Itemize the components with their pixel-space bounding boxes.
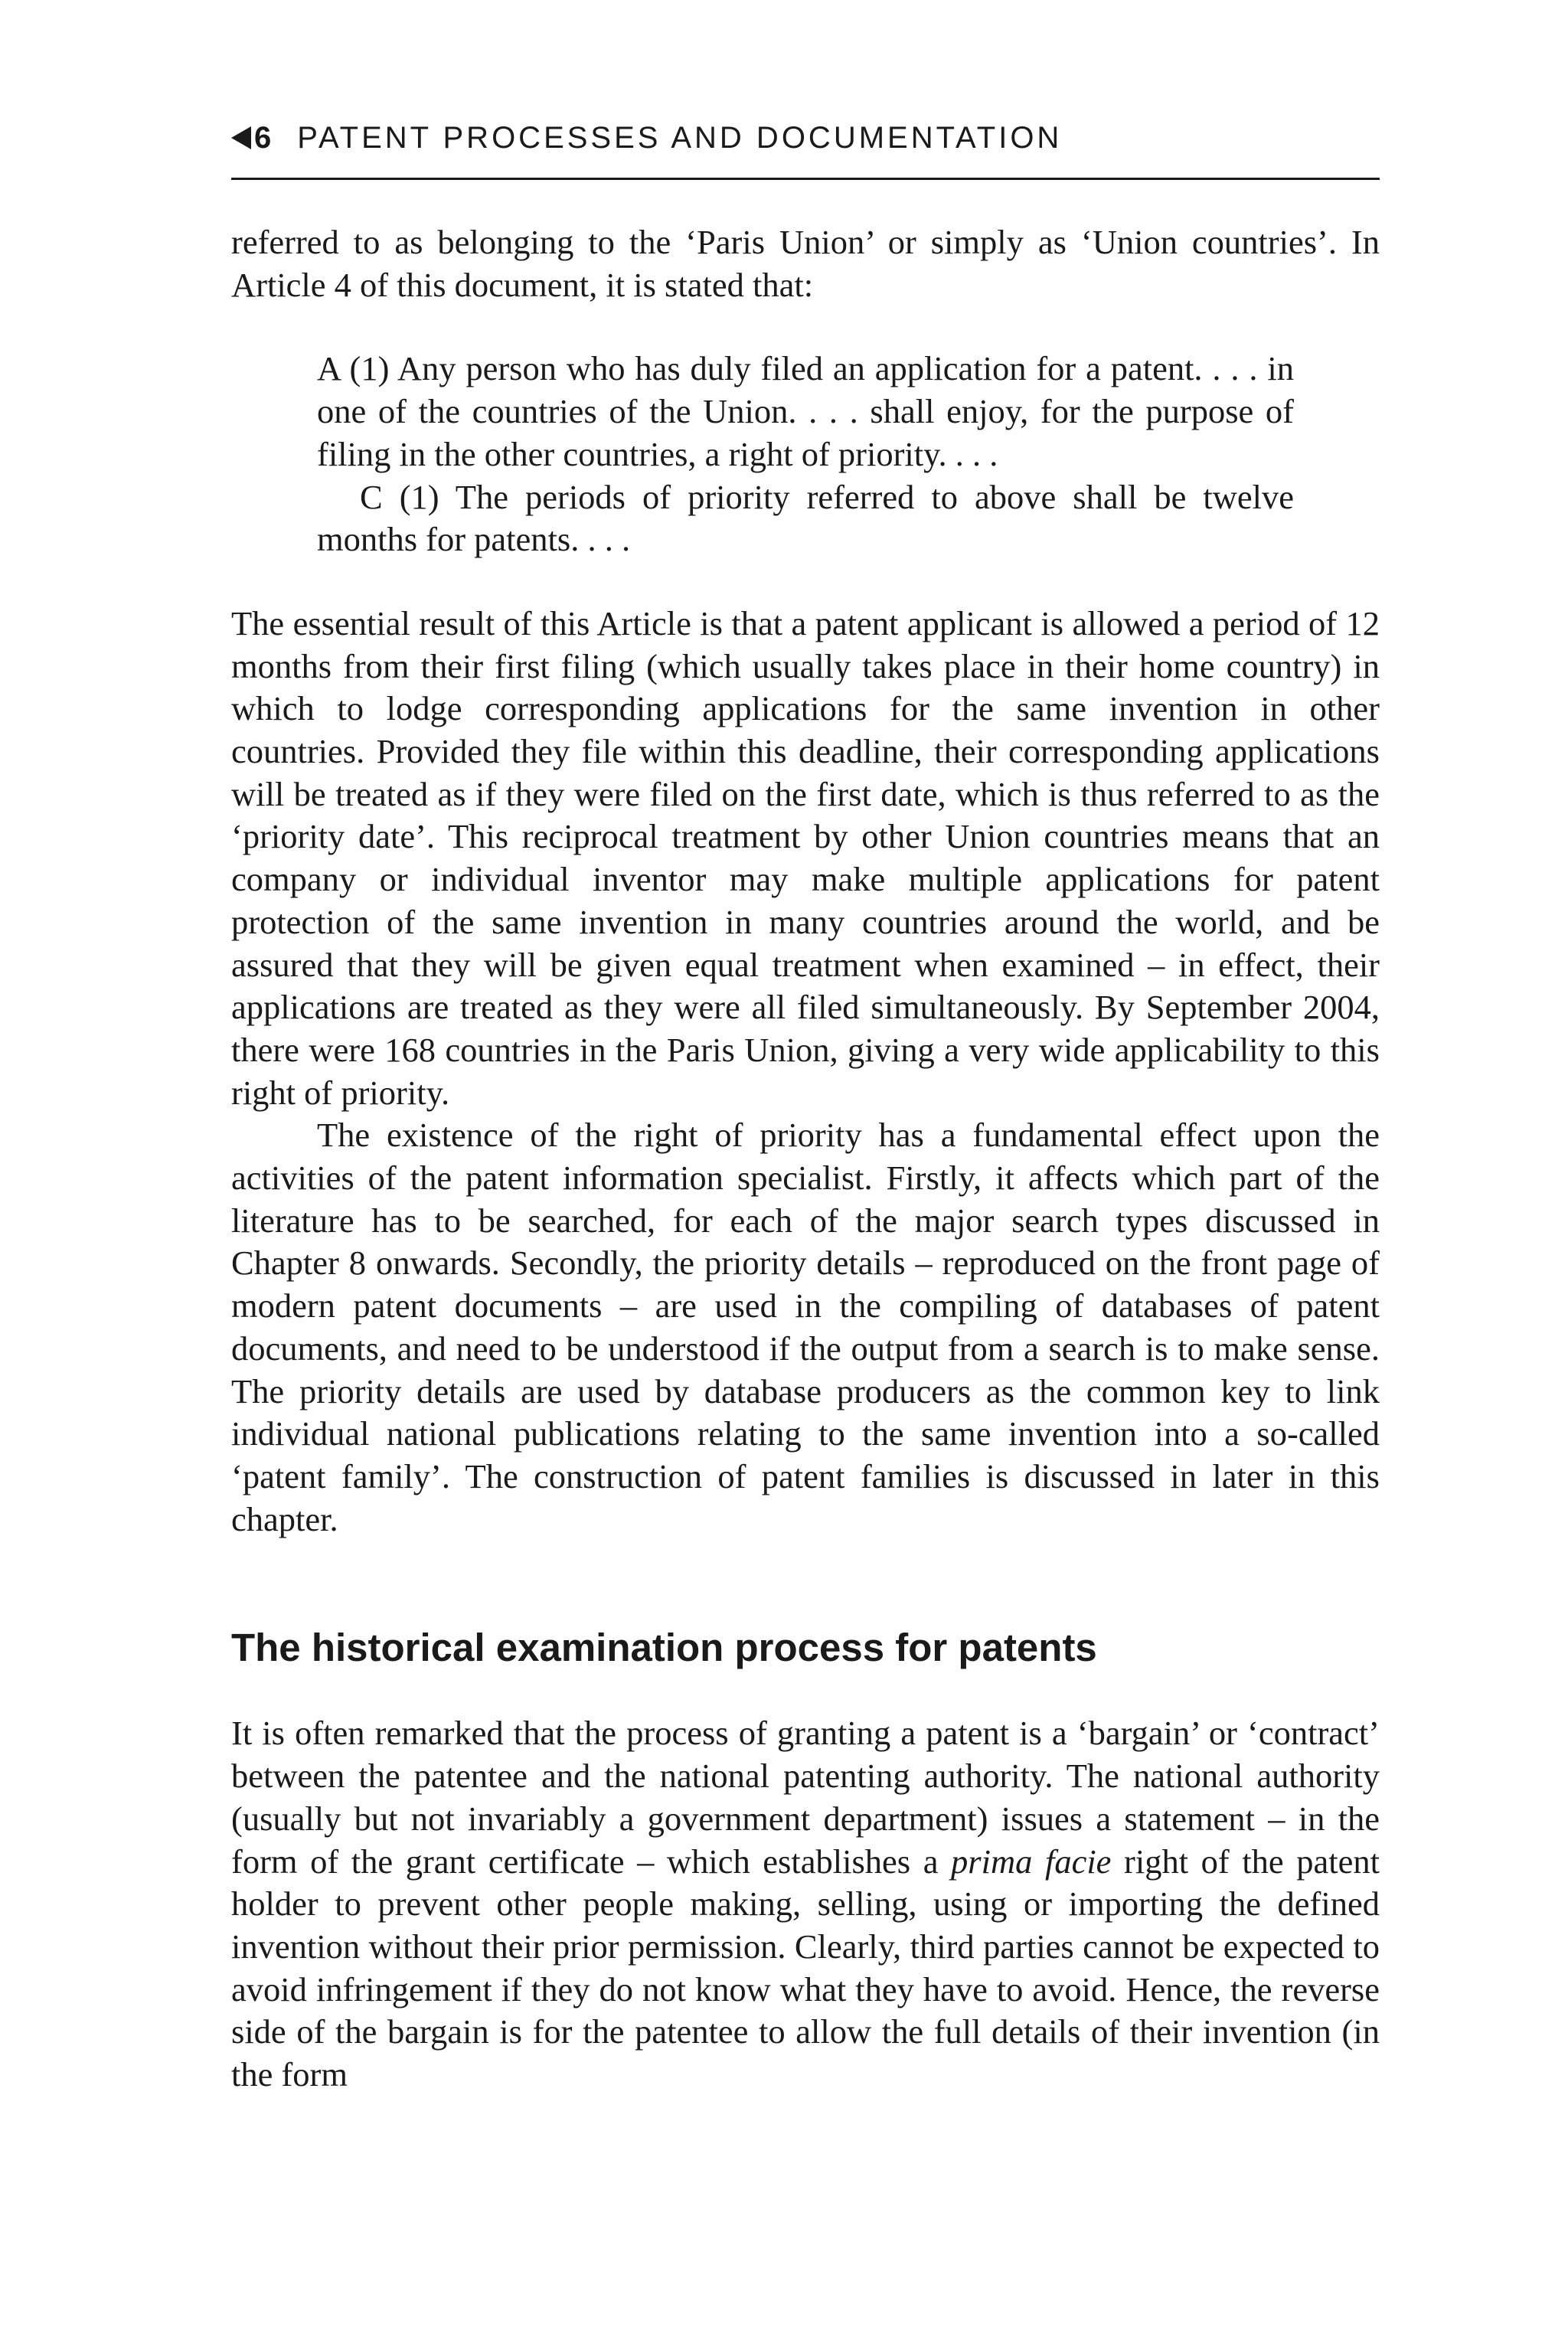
quote-article-c: C (1) The periods of priority referred to above shall be twelve months for patents. . . . — [317, 477, 1294, 559]
block-quote — [317, 348, 1294, 561]
paragraph-priority-effect: The existence of the right of priority has a fundamental effect upon the activities of the patent information specialist. Firstly, it affects which part of the literature has to be searched, for each of the major search types discussed in Chapter 8 onwards. Secondly, the priority details – reproduced on the front page of modern patent documents – are used in the compiling of databases of patent documents, and need to be understood if the output from a search is to make sense. The priority details are used by database producers as the common key to link individual national publications relating to the same invention into a so-called ‘patent family’. The construction of patent families is discussed in later in this chapter. — [231, 1116, 1380, 1538]
bargain-text-start: It is often remarked that the process of granting a patent is a ‘bargain’ or ‘contract’ between the patentee and the national patenting authority. The national authority (usually but not invariably a government department) issues a statement – in the form of the grant certificate – which establishes a — [231, 1714, 1380, 1881]
running-header — [231, 115, 1380, 161]
prima-facie-term: prima facie — [951, 1842, 1112, 1881]
left-arrow-icon — [231, 126, 251, 149]
page-number — [231, 121, 271, 155]
quote-article-a: A (1) Any person who has duly filed an application for a patent. . . . in one of the countries of the Union. . . . shall enjoy, for the purpose of filing in the other countries, a right of priority. . . . — [317, 349, 1294, 473]
paragraph-bargain — [231, 1712, 1380, 2096]
book-page — [231, 115, 1380, 2097]
section-heading: The historical examination process for patents — [231, 1626, 1097, 1670]
header-rule — [231, 178, 1380, 180]
body-text — [231, 221, 1380, 2097]
page-number-text: 6 — [254, 120, 272, 155]
bargain-text-end: right of the patent holder to prevent other people making, selling, using or importing the defined invention without their prior permission. Clearly, third parties cannot be expected to avoid infringement if they do not know what they have to avoid. Hence, the reverse side of the bargain is for the patentee to allow the full details of their invention (in the form — [231, 1842, 1380, 2094]
running-title: PATENT PROCESSES AND DOCUMENTATION — [297, 120, 1063, 155]
intro-paragraph: referred to as belonging to the ‘Paris Union’ or simply as ‘Union countries’. In Article 4 of this document, it is stated that: — [231, 223, 1380, 304]
paragraph-priority-result: The essential result of this Article is that a patent applicant is allowed a period of 12 months from their first filing (which usually takes place in their home country) in which to lodge corresponding applications for the same invention in other countries. Provided they file within this deadline, their corresponding applications will be treated as if they were filed on the first date, which is thus referred to as the ‘priority date’. This reciprocal treatment by other Union countries means that an company or individual inventor may make multiple applications for patent protection of the same invention in many countries around the world, and be assured that they will be given equal treatment when examined – in effect, their applications are treated as they were all filed simultaneously. By September 2004, there were 168 countries in the Paris Union, giving a very wide applicability to this right of priority. — [231, 603, 1380, 1112]
